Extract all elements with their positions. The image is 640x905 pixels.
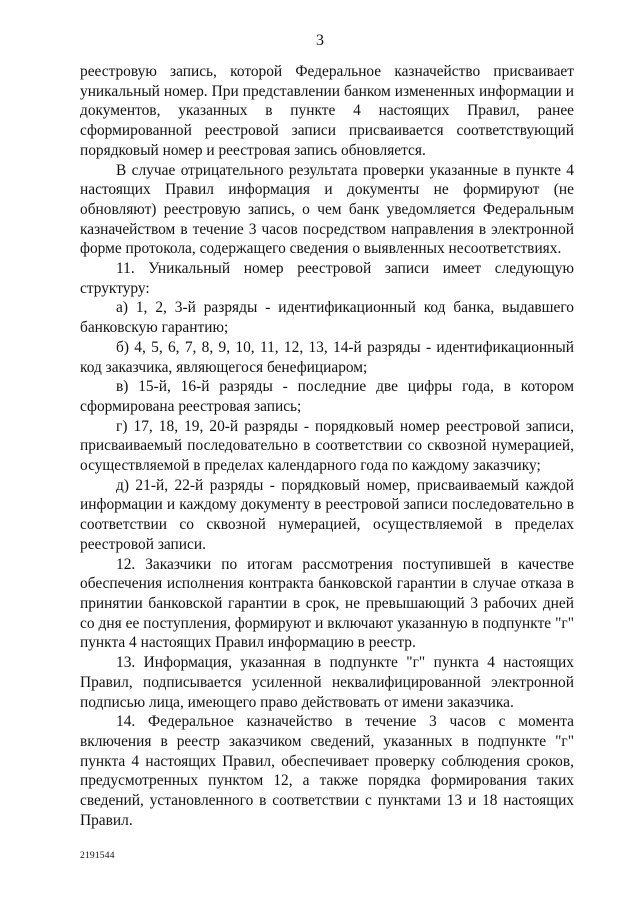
paragraph-12-customers: 12. Заказчики по итогам рассмотрения поступившей в качестве обеспечения исполнения контракта банковской гарантии в случае отказа в принятии банковской гарантии в срок, не превышающий 3 рабочих дней со дня ее поступления, формируют и включают указанную в подпункте "г" пункта 4 настоящих Правил информацию в реестр. <box>80 555 574 652</box>
list-item-g: г) 17, 18, 19, 20-й разряды - порядковый номер реестровой записи, присваиваемый последовательно в соответствии со сквозной нумерацией, осуществляемой в пределах календарного года по каждому заказчику; <box>80 417 574 475</box>
list-item-d: д) 21-й, 22-й разряды - порядковый номер, присваиваемый каждой информации и каждому документу в реестровой записи последовательно в соответствии со сквозной нумерацией, осуществляемой в пределах реестровой записи. <box>80 476 574 553</box>
paragraph-negative-check-result: В случае отрицательного результата проверки указанные в пункте 4 настоящих Правил информация и документы не формируют (не обновляют) реестровую запись, о чем банк уведомляется Федеральным казначейством в течение 3 часов посредством направления в электронной форме протокола, содержащего сведения о выявленных несоответствиях. <box>80 161 574 258</box>
document-body <box>80 62 574 830</box>
list-item-a: а) 1, 2, 3-й разряды - идентификационный код банка, выдавшего банковскую гарантию; <box>80 299 574 337</box>
paragraph-13-signature: 13. Информация, указанная в подпункте "г" пункта 4 настоящих Правил, подписывается усиленной неквалифицированной электронной подписью лица, имеющего право действовать от имени заказчика. <box>80 654 574 711</box>
paragraph-14-treasury-check: 14. Федеральное казначейство в течение 3 часов с момента включения в реестр заказчиком сведений, указанных в подпункте "г" пункта 4 настоящих Правил, обеспечивает проверку соблюдения сроков, предусмотренных пунктом 12, а также порядка формирования таких сведений, установленного в соответствии с пунктами 13 и 18 настоящих Правил. <box>80 713 574 829</box>
paragraph-11-number-structure: 11. Уникальный номер реестровой записи имеет следующую структуру: <box>80 260 574 297</box>
paragraph-registry-record-continuation: реестровую запись, которой Федеральное казначейство присваивает уникальный номер. При представлении банком измененных информации и документов, указанных в пункте 4 настоящих Правил, ранее сформированной реестровой записи присваивается соответствующий порядковый номер и реестровая запись обновляется. <box>80 63 574 159</box>
list-item-v: в) 15-й, 16-й разряды - последние две цифры года, в котором сформирована реестровая запись; <box>80 378 574 415</box>
list-item-b: б) 4, 5, 6, 7, 8, 9, 10, 11, 12, 13, 14-й разряды - идентификационный код заказчика, являющегося бенефициаром; <box>80 338 574 376</box>
document-code: 2191544 <box>80 851 115 861</box>
page-number: 3 <box>316 32 324 49</box>
